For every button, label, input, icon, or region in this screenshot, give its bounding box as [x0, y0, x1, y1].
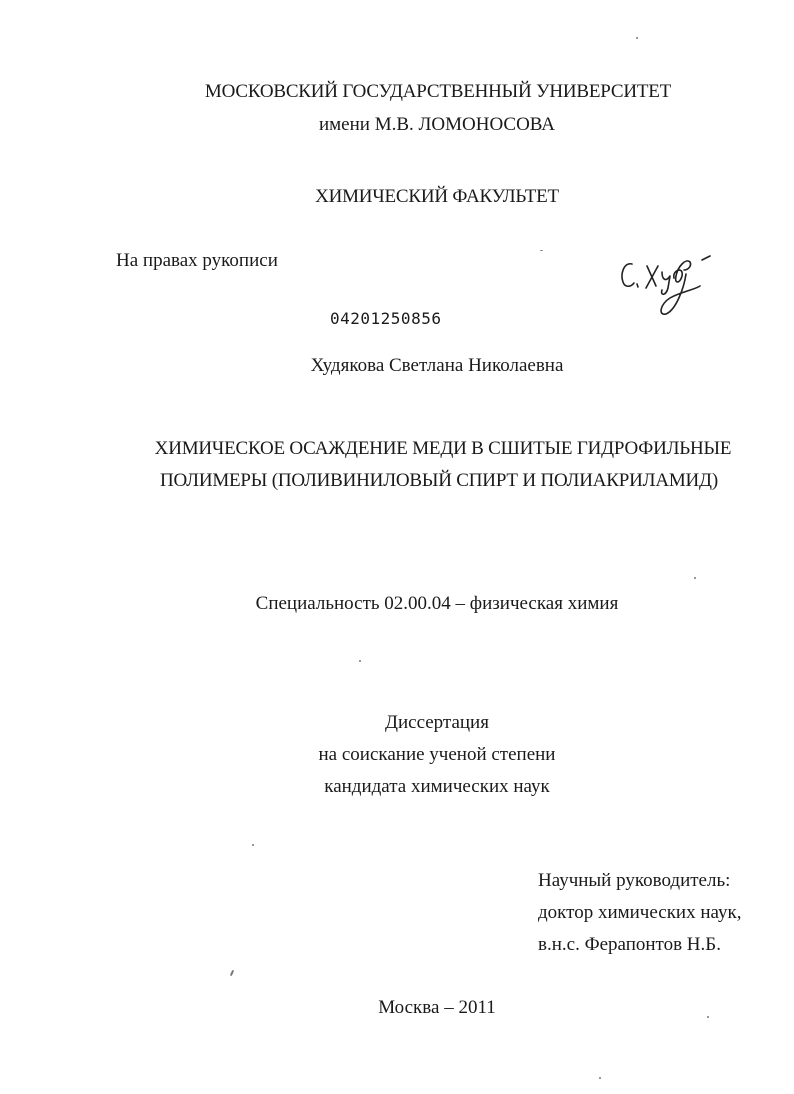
specialty: Специальность 02.00.04 – физическая химия [255, 593, 619, 614]
scan-speck [636, 37, 638, 39]
manuscript-note: На правах рукописи [116, 250, 278, 271]
university-named-after: имени М.В. ЛОМОНОСОВА [318, 114, 555, 135]
degree-name: кандидата химических наук [324, 776, 550, 797]
city-year: Москва – 2011 [378, 997, 496, 1018]
dissertation-type: Диссертация [385, 712, 489, 733]
scan-speck [707, 1016, 709, 1018]
scan-speck [230, 970, 234, 976]
scan-speck [540, 250, 543, 251]
university-name: МОСКОВСКИЙ ГОСУДАРСТВЕННЫЙ УНИВЕРСИТЕТ [204, 81, 672, 102]
supervisor-degree: доктор химических наук, [538, 902, 742, 923]
supervisor-name: в.н.с. Ферапонтов Н.Б. [538, 934, 721, 955]
dissertation-title-line-1: ХИМИЧЕСКОЕ ОСАЖДЕНИЕ МЕДИ В СШИТЫЕ ГИДРОФИЛЬНЫЕ [154, 438, 732, 459]
scan-speck [599, 1077, 601, 1079]
degree-purpose: на соискание ученой степени [318, 744, 556, 765]
supervisor-label: Научный руководитель: [538, 870, 731, 891]
dissertation-title-line-2: ПОЛИМЕРЫ (ПОЛИВИНИЛОВЫЙ СПИРТ И ПОЛИАКРИЛАМИД) [160, 470, 718, 491]
handwritten-signature [614, 244, 724, 322]
faculty-name: ХИМИЧЕСКИЙ ФАКУЛЬТЕТ [315, 186, 559, 207]
catalog-number: 04201250856 [330, 309, 442, 328]
scan-speck [694, 577, 696, 579]
scan-speck [252, 844, 254, 846]
scan-speck [359, 660, 361, 662]
author-name: Худякова Светлана Николаевна [310, 355, 564, 376]
